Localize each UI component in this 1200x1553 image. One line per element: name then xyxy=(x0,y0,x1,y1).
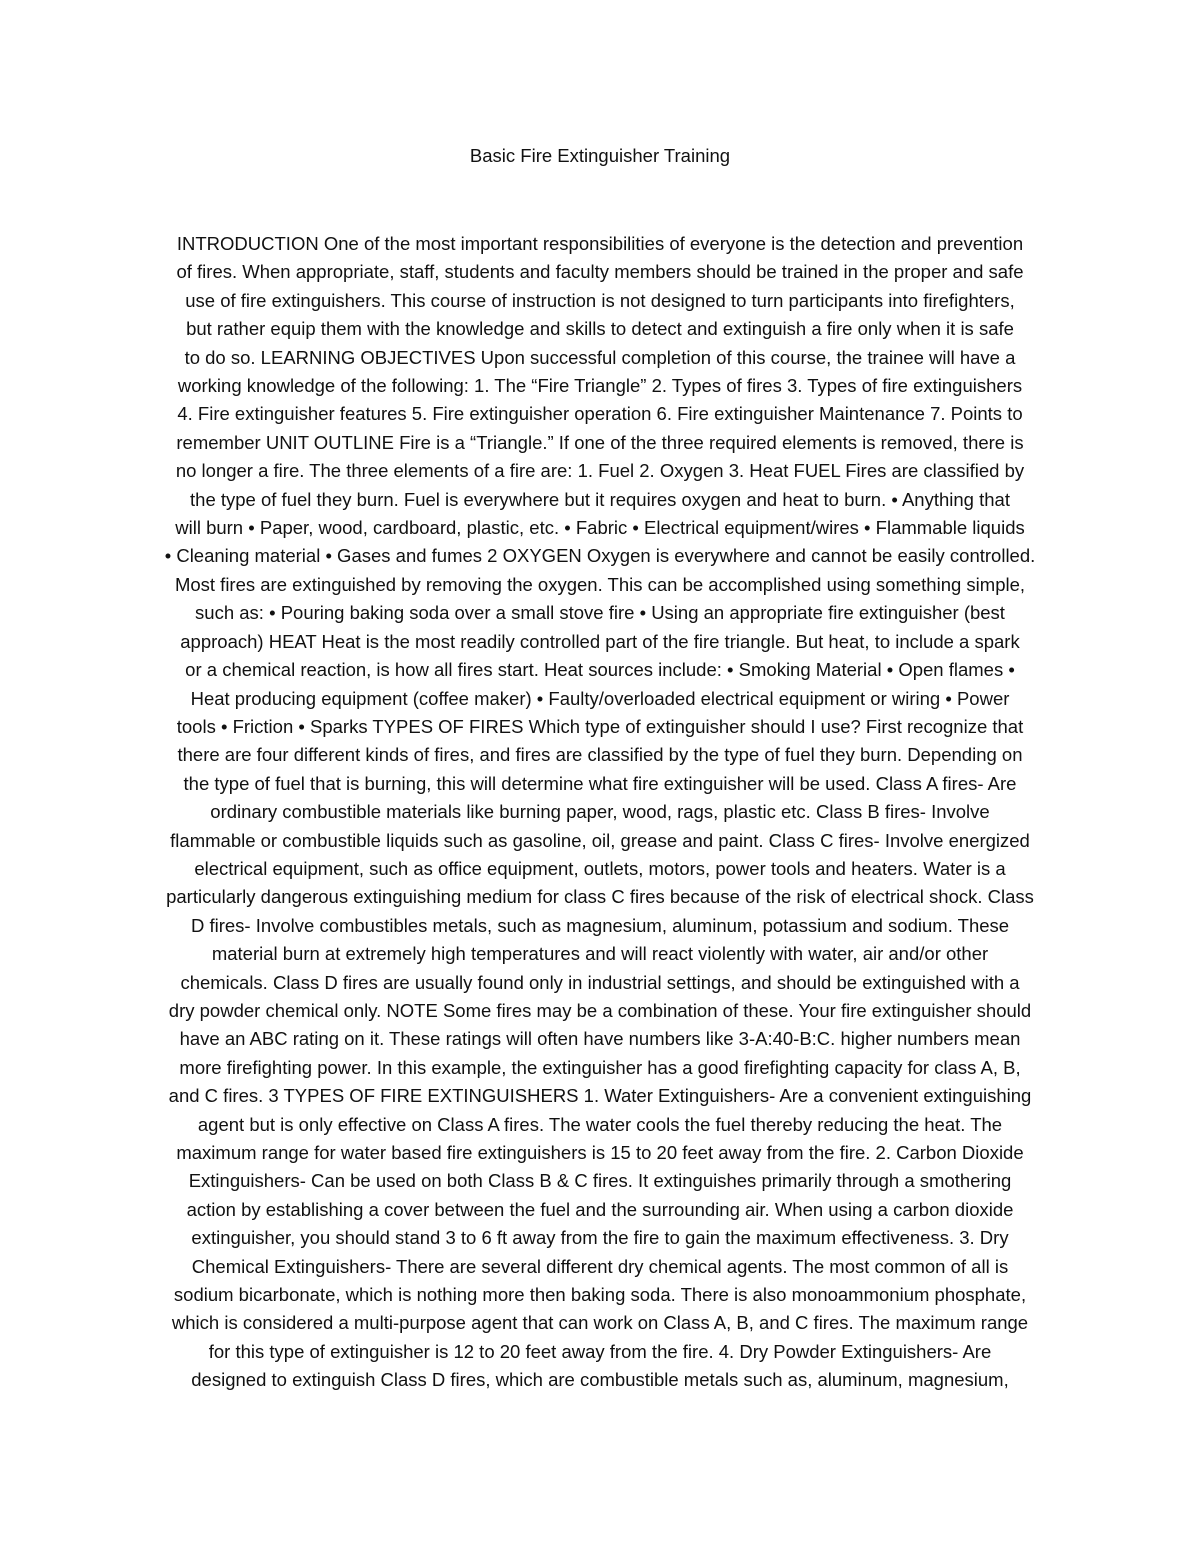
body-line: use of fire extinguishers. This course of instruction is not designed to turn participants into firefighters, xyxy=(185,289,1015,311)
body-line: of fires. When appropriate, staff, students and faculty members should be trained in the proper and safe xyxy=(176,261,1024,283)
body-line: 4. Fire extinguisher features 5. Fire extinguisher operation 6. Fire extinguisher Maintenance 7. Points to xyxy=(177,403,1023,425)
body-line: material burn at extremely high temperatures and will react violently with water, air and/or other xyxy=(211,943,989,965)
body-line: the type of fuel that is burning, this will determine what fire extinguisher will be used. Class A fires- Are xyxy=(183,772,1017,794)
body-line: tools • Friction • Sparks TYPES OF FIRES Which type of extinguisher should I use? First recognize that xyxy=(176,715,1024,737)
body-line: Most fires are extinguished by removing the oxygen. This can be accomplished using something simple, xyxy=(174,573,1026,595)
body-line: extinguisher, you should stand 3 to 6 ft away from the fire to gain the maximum effectiveness. 3. Dry xyxy=(191,1227,1009,1249)
body-line: or a chemical reaction, is how all fires start. Heat sources include: • Smoking Material • Open flames • xyxy=(185,659,1015,681)
body-line: there are four different kinds of fires, and fires are classified by the type of fuel they burn. Depending on xyxy=(177,744,1023,766)
body-line: ordinary combustible materials like burning paper, wood, rags, plastic etc. Class B fires- Involve xyxy=(210,801,990,823)
body-line: agent but is only effective on Class A fires. The water cools the fuel thereby reducing the heat. The xyxy=(197,1113,1003,1135)
document-body xyxy=(130,230,1070,1395)
body-line: will burn • Paper, wood, cardboard, plastic, etc. • Fabric • Electrical equipment/wires • Flammable liquids xyxy=(175,517,1025,539)
body-line: sodium bicarbonate, which is nothing more then baking soda. There is also monoammonium phosphate, xyxy=(173,1284,1027,1306)
body-line: particularly dangerous extinguishing medium for class C fires because of the risk of electrical shock. Class xyxy=(166,886,1034,908)
body-line: • Cleaning material • Gases and fumes 2 OXYGEN Oxygen is everywhere and cannot be easily controlled. xyxy=(164,545,1036,567)
body-line: Chemical Extinguishers- There are several different dry chemical agents. The most common of all is xyxy=(191,1255,1009,1277)
body-line: flammable or combustible liquids such as gasoline, oil, grease and paint. Class C fires- Involve energized xyxy=(170,829,1030,851)
body-line: approach) HEAT Heat is the most readily controlled part of the fire triangle. But heat, to include a spark xyxy=(180,630,1020,652)
body-line: working knowledge of the following: 1. The “Fire Triangle” 2. Types of fires 3. Types of fire extinguishers xyxy=(177,375,1023,397)
body-line: for this type of extinguisher is 12 to 20 feet away from the fire. 4. Dry Powder Extinguishers- Are xyxy=(208,1340,992,1362)
body-line: no longer a fire. The three elements of a fire are: 1. Fuel 2. Oxygen 3. Heat FUEL Fires are classified by xyxy=(175,460,1025,482)
body-line: such as: • Pouring baking soda over a small stove fire • Using an appropriate fire extinguisher (best xyxy=(195,602,1005,624)
body-line: Heat producing equipment (coffee maker) • Faulty/overloaded electrical equipment or wiring • Power xyxy=(190,687,1010,709)
body-line: action by establishing a cover between the fuel and the surrounding air. When using a carbon dioxide xyxy=(186,1198,1014,1220)
body-line: to do so. LEARNING OBJECTIVES Upon successful completion of this course, the trainee will have a xyxy=(184,346,1016,368)
body-line: which is considered a multi-purpose agent that can work on Class A, B, and C fires. The maximum range xyxy=(171,1312,1029,1334)
body-line: more firefighting power. In this example, the extinguisher has a good firefighting capacity for class A, B, xyxy=(179,1056,1021,1078)
body-line: dry powder chemical only. NOTE Some fires may be a combination of these. Your fire extinguisher should xyxy=(168,999,1032,1021)
body-line: INTRODUCTION One of the most important responsibilities of everyone is the detection and prevention xyxy=(176,233,1024,254)
body-line: the type of fuel they burn. Fuel is everywhere but it requires oxygen and heat to burn. • Anything that xyxy=(190,488,1010,510)
body-line: remember UNIT OUTLINE Fire is a “Triangle.” If one of the three required elements is removed, there is xyxy=(176,431,1024,453)
body-line: have an ABC rating on it. These ratings will often have numbers like 3-A:40-B:C. higher numbers mean xyxy=(179,1028,1021,1050)
body-line: chemicals. Class D fires are usually found only in industrial settings, and should be extinguished with a xyxy=(180,971,1020,993)
body-line: D fires- Involve combustibles metals, such as magnesium, aluminum, potassium and sodium. These xyxy=(190,914,1010,936)
body-line: Extinguishers- Can be used on both Class B & C fires. It extinguishes primarily through a smothering xyxy=(188,1170,1012,1192)
body-line: maximum range for water based fire extinguishers is 15 to 20 feet away from the fire. 2. Carbon Dioxide xyxy=(176,1142,1024,1163)
body-line: but rather equip them with the knowledge and skills to detect and extinguish a fire only when it is safe xyxy=(186,318,1014,340)
body-line: and C fires. 3 TYPES OF FIRE EXTINGUISHERS 1. Water Extinguishers- Are a convenient extinguishing xyxy=(168,1085,1032,1107)
body-line: designed to extinguish Class D fires, which are combustible metals such as, aluminum, magnesium, xyxy=(191,1369,1009,1391)
document-title: Basic Fire Extinguisher Training xyxy=(469,145,731,166)
body-line: electrical equipment, such as office equipment, outlets, motors, power tools and heaters. Water is a xyxy=(194,857,1006,879)
